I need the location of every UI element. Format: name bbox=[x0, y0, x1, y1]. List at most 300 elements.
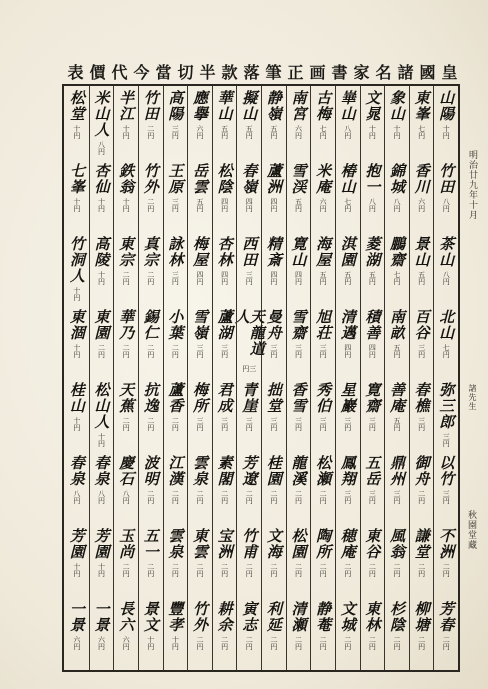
artist-name: 西田 bbox=[240, 236, 259, 268]
artist-entry bbox=[90, 382, 113, 449]
artist-price: 四円 bbox=[220, 198, 229, 212]
artist-price: 二円 bbox=[294, 490, 303, 504]
artist-entry bbox=[410, 236, 433, 303]
artist-name: 静嶺 bbox=[264, 90, 283, 122]
artist-price: 四円 bbox=[220, 271, 229, 285]
artist-entry bbox=[410, 601, 433, 668]
column-rule bbox=[261, 86, 262, 670]
artist-price: 十円 bbox=[122, 198, 131, 212]
artist-price: 八円 bbox=[442, 271, 451, 285]
title-char: 國 bbox=[419, 62, 437, 82]
artist-entry bbox=[164, 601, 187, 668]
title-char: 當 bbox=[155, 62, 173, 82]
artist-name: 波明 bbox=[141, 455, 160, 487]
artist-name: 抱一 bbox=[363, 163, 382, 195]
artist-entry bbox=[385, 236, 408, 303]
artist-entry bbox=[311, 382, 334, 449]
artist-price: 三円 bbox=[171, 271, 180, 285]
artist-name: 雲泉 bbox=[190, 455, 209, 487]
artist-price: 二円 bbox=[171, 563, 180, 577]
artist-entry bbox=[287, 309, 310, 376]
artist-name: 鉄翁 bbox=[117, 163, 136, 195]
artist-name: 高陵 bbox=[92, 236, 111, 268]
artist-price: 七円 bbox=[319, 125, 328, 139]
artist-name: 東宗 bbox=[117, 236, 136, 268]
artist-price: 五円 bbox=[245, 125, 254, 139]
artist-price: 二円 bbox=[171, 417, 180, 431]
artist-price: 八円 bbox=[343, 125, 352, 139]
artist-price: 三円 bbox=[417, 417, 426, 431]
artist-name: 利延 bbox=[264, 601, 283, 633]
artist-name: 芳春 bbox=[437, 601, 456, 633]
artist-entry bbox=[262, 90, 285, 157]
artist-price: 十円 bbox=[442, 125, 451, 139]
artist-name: 天龍道人 bbox=[232, 309, 266, 357]
artist-name: 風翁 bbox=[387, 528, 406, 560]
artist-entry bbox=[385, 455, 408, 522]
artist-price: 八円 bbox=[97, 141, 106, 155]
artist-price: 三円 bbox=[171, 125, 180, 139]
artist-price: 四円 bbox=[368, 344, 377, 358]
artist-price: 二円 bbox=[245, 490, 254, 504]
artist-name: 清瀬 bbox=[289, 601, 308, 633]
artist-entry bbox=[385, 382, 408, 449]
column-rule bbox=[384, 86, 385, 670]
artist-name: 青崖 bbox=[240, 382, 259, 414]
artist-entry bbox=[213, 382, 236, 449]
artist-price: 五円 bbox=[269, 125, 278, 139]
artist-entry bbox=[188, 309, 211, 376]
artist-price: 十円 bbox=[97, 563, 106, 577]
artist-entry bbox=[311, 528, 334, 595]
title-char: 家 bbox=[353, 62, 371, 82]
column-rule bbox=[286, 86, 287, 670]
artist-price: 五円 bbox=[220, 125, 229, 139]
artist-name: 杏林 bbox=[215, 236, 234, 268]
artist-name: 景山 bbox=[412, 236, 431, 268]
artist-entry bbox=[336, 455, 359, 522]
artist-name: 崋山 bbox=[338, 90, 357, 122]
artist-entry bbox=[361, 309, 384, 376]
artist-price: 三円 bbox=[220, 417, 229, 431]
artist-name: 東谷 bbox=[363, 528, 382, 560]
artist-name: 秀伯 bbox=[314, 382, 333, 414]
artist-price: 二円 bbox=[392, 563, 401, 577]
artist-price: 二円 bbox=[269, 490, 278, 504]
column-rule bbox=[212, 86, 213, 670]
artist-price: 三円 bbox=[245, 271, 254, 285]
artist-entry bbox=[65, 382, 88, 449]
artist-entry bbox=[434, 528, 457, 595]
artist-price: 二円 bbox=[319, 490, 328, 504]
artist-price: 三円 bbox=[442, 490, 451, 504]
artist-entry bbox=[65, 236, 88, 303]
artist-entry bbox=[188, 455, 211, 522]
artist-name: 松園 bbox=[289, 528, 308, 560]
artist-name: 錫仁 bbox=[141, 309, 160, 341]
artist-entry bbox=[139, 382, 162, 449]
artist-name: 蘆洲 bbox=[264, 163, 283, 195]
artist-name: 慶石 bbox=[117, 455, 136, 487]
artist-name: 王原 bbox=[166, 163, 185, 195]
artist-name: 竹外 bbox=[141, 163, 160, 195]
artist-price: 十円 bbox=[72, 287, 81, 301]
artist-entry bbox=[139, 90, 162, 157]
artist-price: 八円 bbox=[97, 490, 106, 504]
column-rule bbox=[310, 86, 311, 670]
artist-name: 七峯 bbox=[67, 163, 86, 195]
artist-entry bbox=[410, 163, 433, 230]
artist-price: 二円 bbox=[368, 563, 377, 577]
artist-name: 玉尚 bbox=[117, 528, 136, 560]
artist-entry bbox=[213, 90, 236, 157]
artist-price: 十円 bbox=[72, 125, 81, 139]
artist-entry bbox=[114, 309, 137, 376]
artist-entry bbox=[139, 601, 162, 668]
column-rule bbox=[236, 86, 237, 670]
artist-entry bbox=[361, 163, 384, 230]
artist-entry bbox=[434, 309, 457, 376]
artist-price: 三円 bbox=[269, 417, 278, 431]
artist-name: 岳雲 bbox=[190, 163, 209, 195]
artist-price: 六円 bbox=[319, 198, 328, 212]
artist-name: 清邁 bbox=[338, 309, 357, 341]
artist-entry bbox=[90, 236, 113, 303]
artist-entry bbox=[188, 601, 211, 668]
artist-name: 象山 bbox=[387, 90, 406, 122]
artist-name: 御舟 bbox=[412, 455, 431, 487]
artist-price: 三円 bbox=[442, 433, 451, 447]
artist-price: 二円 bbox=[122, 344, 131, 358]
title-char: 半 bbox=[199, 62, 217, 82]
artist-price: 二円 bbox=[269, 563, 278, 577]
artist-price: 五円 bbox=[294, 198, 303, 212]
artist-entry bbox=[262, 382, 285, 449]
column-rule bbox=[433, 86, 434, 670]
artist-entry bbox=[213, 528, 236, 595]
artist-name: 五岳 bbox=[363, 455, 382, 487]
artist-name: 百谷 bbox=[412, 309, 431, 341]
artist-name: 東林 bbox=[363, 601, 382, 633]
artist-entry bbox=[213, 455, 236, 522]
artist-name: 竹洞人 bbox=[67, 236, 86, 284]
artist-entry bbox=[213, 309, 236, 376]
artist-entry bbox=[139, 236, 162, 303]
artist-name: 松山人 bbox=[92, 382, 111, 430]
artist-price: 十円 bbox=[97, 271, 106, 285]
artist-name: 竹外 bbox=[190, 601, 209, 633]
artist-name: 宝洲 bbox=[215, 528, 234, 560]
artist-entry bbox=[262, 601, 285, 668]
artist-price: 四円 bbox=[195, 271, 204, 285]
artist-price: 二円 bbox=[146, 198, 155, 212]
artist-name: 一景 bbox=[67, 601, 86, 633]
artist-entry bbox=[410, 455, 433, 522]
artist-price: 八円 bbox=[442, 198, 451, 212]
artist-name: 菱湖 bbox=[363, 236, 382, 268]
artist-name: 芳園 bbox=[92, 528, 111, 560]
artist-entry bbox=[65, 528, 88, 595]
artist-entry bbox=[213, 163, 236, 230]
artist-name: 雲泉 bbox=[166, 528, 185, 560]
artist-entry bbox=[237, 236, 260, 303]
artist-price: 六円 bbox=[97, 636, 106, 650]
artist-name: 梅所 bbox=[190, 382, 209, 414]
artist-entry bbox=[262, 455, 285, 522]
artist-name: 錦城 bbox=[387, 163, 406, 195]
column-rule bbox=[163, 86, 164, 670]
artist-price: 七円 bbox=[442, 344, 451, 358]
artist-price: 十円 bbox=[72, 563, 81, 577]
artist-name: 東涸 bbox=[67, 309, 86, 341]
artist-entry bbox=[114, 90, 137, 157]
artist-price: 五円 bbox=[368, 271, 377, 285]
artist-entry bbox=[336, 163, 359, 230]
artist-entry bbox=[164, 455, 187, 522]
artist-price: 二円 bbox=[195, 636, 204, 650]
artist-price: 四円 bbox=[294, 271, 303, 285]
artist-name: 長六 bbox=[117, 601, 136, 633]
artist-entry bbox=[434, 382, 457, 449]
artist-price: 五円 bbox=[392, 417, 401, 431]
artist-entry bbox=[65, 90, 88, 157]
artist-name: 竹甫 bbox=[240, 528, 259, 560]
artist-name: 天蕉 bbox=[117, 382, 136, 414]
right-note: 諸先生 bbox=[468, 384, 477, 411]
artist-entry bbox=[237, 528, 260, 595]
title-char: 款 bbox=[221, 62, 239, 82]
artist-name: 北山 bbox=[437, 309, 456, 341]
title-char: 切 bbox=[177, 62, 195, 82]
artist-name: 應擧 bbox=[190, 90, 209, 122]
artist-price: 二円 bbox=[171, 490, 180, 504]
artist-price: 二円 bbox=[122, 563, 131, 577]
artist-price: 二円 bbox=[146, 344, 155, 358]
artist-price: 五円 bbox=[392, 344, 401, 358]
artist-price: 六円 bbox=[294, 125, 303, 139]
artist-price: 十円 bbox=[97, 433, 106, 447]
artist-entry bbox=[90, 601, 113, 668]
artist-price: 三円 bbox=[294, 344, 303, 358]
artist-price: 五円 bbox=[319, 271, 328, 285]
artist-name: 静菴 bbox=[314, 601, 333, 633]
artist-entry bbox=[434, 90, 457, 157]
date-note: 明治廿九年十月 bbox=[467, 150, 477, 220]
artist-entry bbox=[164, 309, 187, 376]
artist-entry bbox=[287, 382, 310, 449]
artist-entry bbox=[287, 236, 310, 303]
artist-entry bbox=[164, 236, 187, 303]
artist-name: 雪嶺 bbox=[190, 309, 209, 341]
artist-name: 拙堂 bbox=[264, 382, 283, 414]
artist-name: 東園 bbox=[92, 309, 111, 341]
artist-name: 半江 bbox=[117, 90, 136, 122]
artist-entry bbox=[188, 382, 211, 449]
artist-name: 景文 bbox=[141, 601, 160, 633]
artist-entry bbox=[434, 455, 457, 522]
artist-entry bbox=[336, 309, 359, 376]
artist-name: 積善 bbox=[363, 309, 382, 341]
artist-price: 三円 bbox=[294, 417, 303, 431]
artist-entry bbox=[188, 163, 211, 230]
artist-entry bbox=[311, 236, 334, 303]
artist-name: 豐孝 bbox=[166, 601, 185, 633]
artist-entry bbox=[114, 236, 137, 303]
artist-entry bbox=[434, 163, 457, 230]
artist-entry bbox=[311, 90, 334, 157]
artist-price: 二円 bbox=[319, 636, 328, 650]
artist-name: 鳳翔 bbox=[338, 455, 357, 487]
artist-price: 二円 bbox=[146, 271, 155, 285]
price-table bbox=[62, 84, 460, 672]
artist-entry bbox=[311, 309, 334, 376]
artist-name: 桂園 bbox=[264, 455, 283, 487]
artist-name: 春泉 bbox=[67, 455, 86, 487]
artist-entry bbox=[237, 90, 260, 157]
title-char: 諸 bbox=[397, 62, 415, 82]
artist-name: 華山 bbox=[215, 90, 234, 122]
artist-price: 二円 bbox=[294, 563, 303, 577]
artist-entry bbox=[287, 528, 310, 595]
artist-entry bbox=[336, 90, 359, 157]
title-char: 今 bbox=[133, 62, 151, 82]
artist-entry bbox=[188, 236, 211, 303]
artist-price: 三円 bbox=[245, 417, 254, 431]
artist-price: 三円 bbox=[269, 344, 278, 358]
artist-name: 竹田 bbox=[437, 163, 456, 195]
artist-name: 梅屋 bbox=[190, 236, 209, 268]
artist-entry bbox=[336, 236, 359, 303]
artist-price: 十円 bbox=[72, 344, 81, 358]
artist-price: 六円 bbox=[122, 636, 131, 650]
artist-entry bbox=[385, 528, 408, 595]
artist-entry bbox=[361, 528, 384, 595]
artist-name: 杏仙 bbox=[92, 163, 111, 195]
artist-name: 以竹 bbox=[437, 455, 456, 487]
artist-entry bbox=[361, 236, 384, 303]
artist-name: 杉陰 bbox=[387, 601, 406, 633]
artist-name: 蘆湖 bbox=[215, 309, 234, 341]
artist-price: 五円 bbox=[417, 271, 426, 285]
artist-price: 二円 bbox=[442, 563, 451, 577]
artist-name: 文晁 bbox=[363, 90, 382, 122]
artist-name: 春泉 bbox=[92, 455, 111, 487]
artist-price: 二円 bbox=[245, 563, 254, 577]
artist-name: 精斎 bbox=[264, 236, 283, 268]
artist-price: 七円 bbox=[343, 198, 352, 212]
artist-name: 米庵 bbox=[314, 163, 333, 195]
artist-name: 寛山 bbox=[289, 236, 308, 268]
artist-name: 詠林 bbox=[166, 236, 185, 268]
artist-name: 抗逸 bbox=[141, 382, 160, 414]
artist-entry bbox=[311, 163, 334, 230]
artist-price: 十円 bbox=[392, 125, 401, 139]
artist-price: 二円 bbox=[269, 636, 278, 650]
artist-entry bbox=[262, 163, 285, 230]
artist-price: 二円 bbox=[97, 344, 106, 358]
column-rule bbox=[89, 86, 90, 670]
artist-name: 陶所 bbox=[314, 528, 333, 560]
artist-name: 星巖 bbox=[338, 382, 357, 414]
artist-entry bbox=[65, 309, 88, 376]
artist-entry bbox=[287, 163, 310, 230]
artist-price: 三円 bbox=[220, 344, 229, 358]
artist-entry bbox=[139, 528, 162, 595]
artist-entry bbox=[213, 236, 236, 303]
artist-price: 十円 bbox=[368, 125, 377, 139]
column-rule bbox=[335, 86, 336, 670]
artist-name: 耕余 bbox=[215, 601, 234, 633]
artist-name: 香雪 bbox=[289, 382, 308, 414]
artist-entry bbox=[139, 163, 162, 230]
artist-name: 山陽 bbox=[437, 90, 456, 122]
artist-name: 淇園 bbox=[338, 236, 357, 268]
artist-name: 雪渓 bbox=[289, 163, 308, 195]
artist-name: 米山人 bbox=[92, 90, 111, 138]
artist-entry bbox=[311, 455, 334, 522]
artist-price: 三円 bbox=[343, 490, 352, 504]
artist-price: 八円 bbox=[122, 490, 131, 504]
artist-price: 十円 bbox=[122, 125, 131, 139]
title-char: 画 bbox=[309, 62, 327, 82]
artist-entry bbox=[213, 601, 236, 668]
artist-entry bbox=[164, 382, 187, 449]
artist-price: 三円 bbox=[417, 344, 426, 358]
artist-entry bbox=[90, 163, 113, 230]
artist-name: 桂山 bbox=[67, 382, 86, 414]
artist-entry bbox=[434, 236, 457, 303]
artist-entry bbox=[361, 455, 384, 522]
artist-name: 江漢 bbox=[166, 455, 185, 487]
artist-price: 三円 bbox=[195, 417, 204, 431]
artist-entry bbox=[114, 382, 137, 449]
title-char: 價 bbox=[89, 62, 107, 82]
title-char: 表 bbox=[67, 62, 85, 82]
artist-price: 三円 bbox=[319, 417, 328, 431]
artist-name: 華乃 bbox=[117, 309, 136, 341]
artist-name: 善庵 bbox=[387, 382, 406, 414]
artist-entry bbox=[410, 309, 433, 376]
artist-price: 八円 bbox=[392, 198, 401, 212]
artist-entry bbox=[164, 90, 187, 157]
artist-price: 二円 bbox=[122, 271, 131, 285]
artist-price: 四円 bbox=[269, 198, 278, 212]
artist-price: 三円 bbox=[368, 490, 377, 504]
artist-price: 五円 bbox=[195, 198, 204, 212]
artist-price: 二円 bbox=[195, 563, 204, 577]
artist-price: 三円 bbox=[195, 344, 204, 358]
artist-entry bbox=[287, 90, 310, 157]
artist-entry bbox=[114, 528, 137, 595]
artist-name: 東峯 bbox=[412, 90, 431, 122]
artist-entry bbox=[90, 90, 113, 157]
artist-price: 二円 bbox=[220, 490, 229, 504]
artist-price: 四円 bbox=[343, 344, 352, 358]
column-rule bbox=[113, 86, 114, 670]
artist-name: 古梅 bbox=[314, 90, 333, 122]
artist-name: 南宮 bbox=[289, 90, 308, 122]
artist-entry bbox=[385, 163, 408, 230]
artist-price: 二円 bbox=[122, 417, 131, 431]
artist-entry bbox=[114, 601, 137, 668]
artist-price: 十円 bbox=[146, 636, 155, 650]
artist-entry bbox=[385, 90, 408, 157]
artist-price: 三円 bbox=[368, 417, 377, 431]
document-title bbox=[66, 60, 460, 82]
artist-price: 二円 bbox=[442, 636, 451, 650]
artist-name: 香川 bbox=[412, 163, 431, 195]
artist-name: 小葉 bbox=[166, 309, 185, 341]
